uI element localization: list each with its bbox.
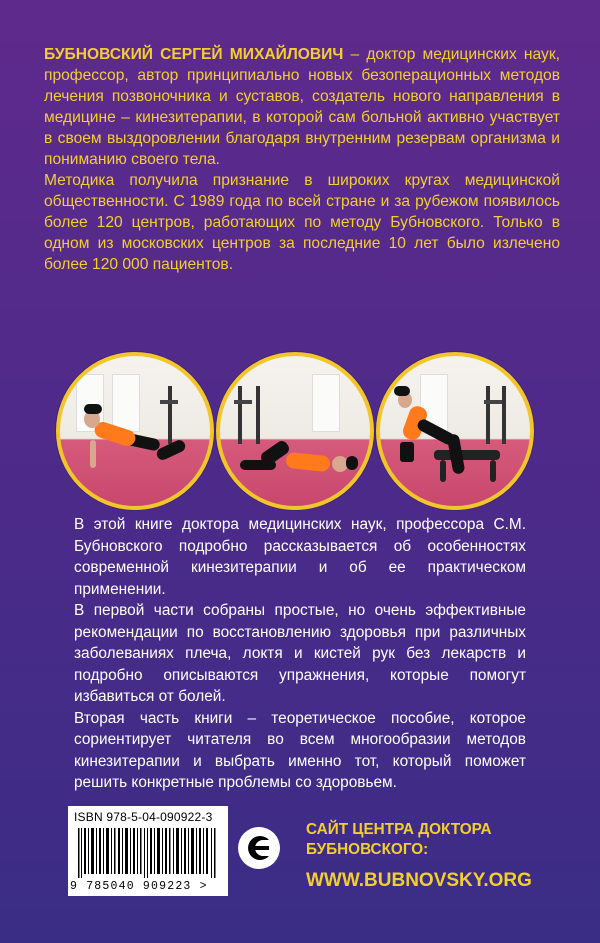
exercise-photo-pushup (56, 352, 214, 510)
publisher-logo-icon (236, 822, 282, 874)
exercise-photo-bench (376, 352, 534, 510)
center-website (306, 820, 576, 894)
barcode-digits: 9 785040 909223 > (70, 880, 208, 893)
description-paragraph-1: В этой книге доктора медицинских наук, профессора С.М. Бубновского подробно рассказывается об особенностях современной кинезитерапии и об ее практическом применении. (74, 516, 526, 598)
book-description (74, 514, 526, 794)
isbn-barcode (68, 806, 228, 896)
author-paragraph (44, 44, 560, 170)
exercise-photo-floor (216, 352, 374, 510)
author-description (44, 44, 560, 275)
author-bio: – доктор медицинских наук, профессор, автор принципиально новых безоперационных методов лечения позвоночника и суставов, создатель нового направления в медицине – кинезитерапии, в которой сам больной активно участвует в своем выздоровлении благодаря внутренним резервам организма и пониманию своего тела. (44, 46, 560, 168)
author-name: БУБНОВСКИЙ СЕРГЕЙ МИХАЙЛОВИЧ (44, 46, 344, 63)
description-paragraph-2: В первой части собраны простые, но очень эффективные рекомендации по восстановлению здоровья при различных заболеваниях плеча, локтя и кистей рук без лекарств и подробно описываются упражнения, которые помогут избавиться от болей. (74, 602, 526, 705)
barcode-bars (78, 828, 218, 878)
website-url[interactable]: WWW.BUBNOVSKY.ORG (306, 870, 532, 891)
description-paragraph-3: Вторая часть книги – теоретическое пособие, которое сориентирует читателя во всем многообразии методов кинезитерапии и выбрать именно тот, который поможет решить конкретные проблемы со здоровьем. (74, 709, 526, 791)
isbn-text: ISBN 978-5-04-090922-3 (74, 810, 213, 824)
website-label: САЙТ ЦЕНТРА ДОКТОРА БУБНОВСКОГО: (306, 821, 492, 858)
exercise-photos (56, 342, 556, 522)
method-paragraph: Методика получила признание в широких кругах медицинской общественности. С 1989 года по всей стране и за рубежом появилось более 120 центров, работающих по методу Бубновского. Только в одном из московских центров за последние 10 лет было излечено более 120 000 пациентов. (44, 172, 560, 273)
